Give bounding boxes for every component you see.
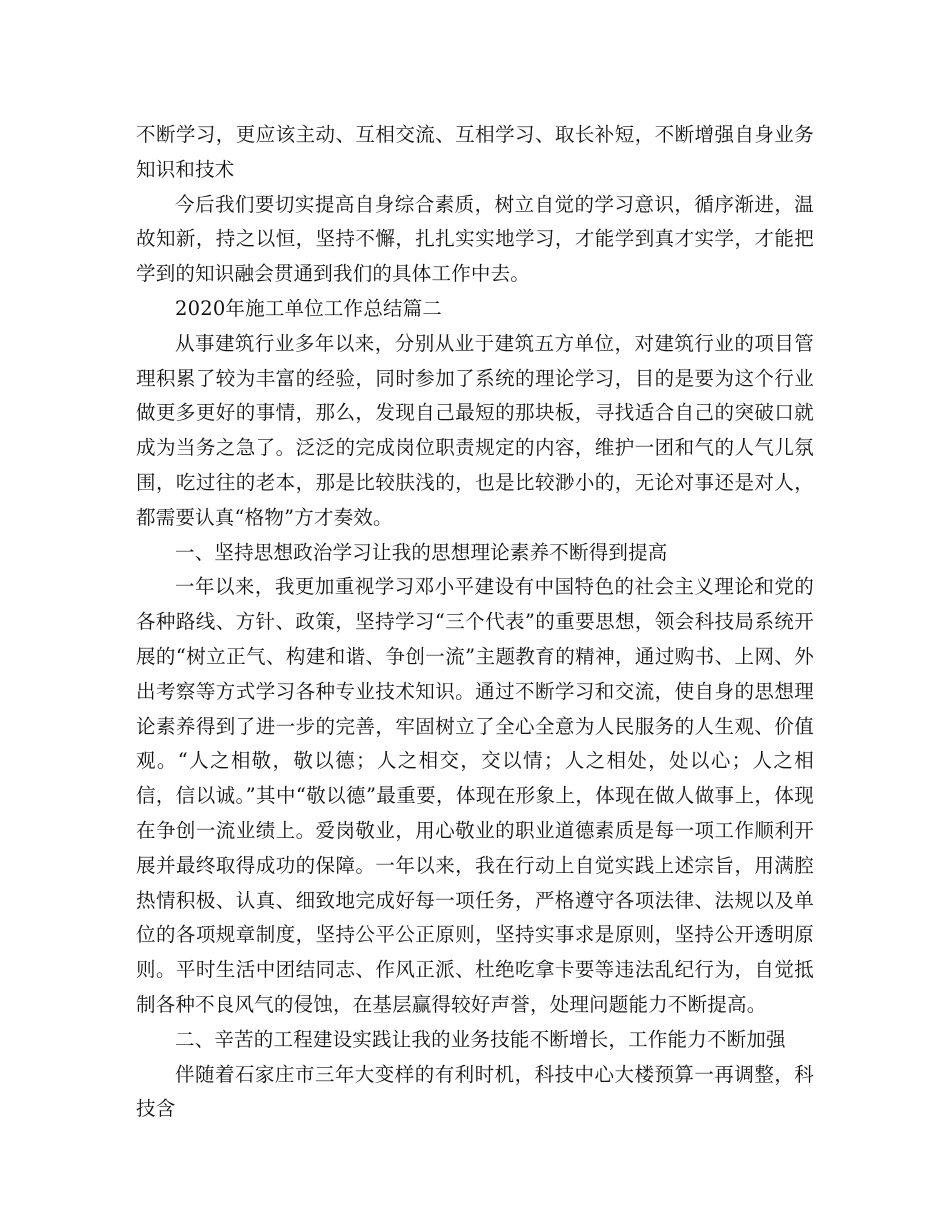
section-heading-2: 二、辛苦的工程建设实践让我的业务技能不断增长，工作能力不断加强 (175, 1027, 786, 1051)
paragraph-3: 从事建筑行业多年以来，分别从业于建筑五方单位，对建筑行业的项目管理积累了较为丰富的经验，同时参加了系统的理论学习，目的是要为这个行业做更多更好的事情，那么，发现自己最短的那块板，寻找适合自己的突破口就成为当务之急了。泛泛的完成岗位职责规定的内容，维护一团和气的人气儿氛围，吃过往的老本，那是比较肤浅的，也是比较渺小的，无论对事还是对人，都需要认真“格物”方才奏效。 (136, 331, 814, 529)
paragraph-1: 不断学习，更应该主动、互相交流、互相学习、取长补短，不断增强自身业务知识和技术 (136, 123, 814, 181)
paragraph-2: 今后我们要切实提高自身综合素质，树立自觉的学习意识，循序渐进，温故知新，持之以恒，坚持不懈，扎扎实实地学习，才能学到真才实学，才能把学到的知识融会贯通到我们的具体工作中去。 (136, 192, 814, 286)
section-heading-1: 一、坚持思想政治学习让我的思想理论素养不断得到提高 (175, 540, 668, 564)
section-title-2: 2020年施工单位工作总结篇二 (175, 296, 443, 320)
document-body (136, 118, 814, 1127)
paragraph-5: 伴随着石家庄市三年大变样的有利时机，科技中心大楼预算一再调整，科技含 (136, 1062, 814, 1121)
paragraph-4: 一年以来，我更加重视学习邓小平建设有中国特色的社会主义理论和党的各种路线、方针、政策，坚持学习“三个代表”的重要思想，领会科技局系统开展的“树立正气、构建和谐、争创一流”主题教育的精神，通过购书、上网、外出考察等方式学习各种专业技术知识。通过不断学习和交流，使自身的思想理论素养得到了进一步的完善，牢固树立了全心全意为人民服务的人生观、价值观。“人之相敬，敬以德；人之相交，交以情；人之相处，处以心；人之相信，信以诚。”其中“敬以德”最重要，体现在形象上，体现在做人做事上，体现在争创一流业绩上。爱岗敬业，用心敬业的职业道德素质是每一项工作顺利开展并最终取得成功的保障。一年以来，我在行动上自觉实践上述宗旨，用满腔热情积极、认真、细致地完成好每一项任务，严格遵守各项法律、法规以及单位的各项规章制度，坚持公平公正原则，坚持实事求是原则，坚持公开透明原则。平时生活中团结同志、作风正派、杜绝吃拿卡要等违法乱纪行为，自觉抵制各种不良风气的侵蚀，在基层赢得较好声誉，处理问题能力不断提高。 (136, 575, 814, 1016)
